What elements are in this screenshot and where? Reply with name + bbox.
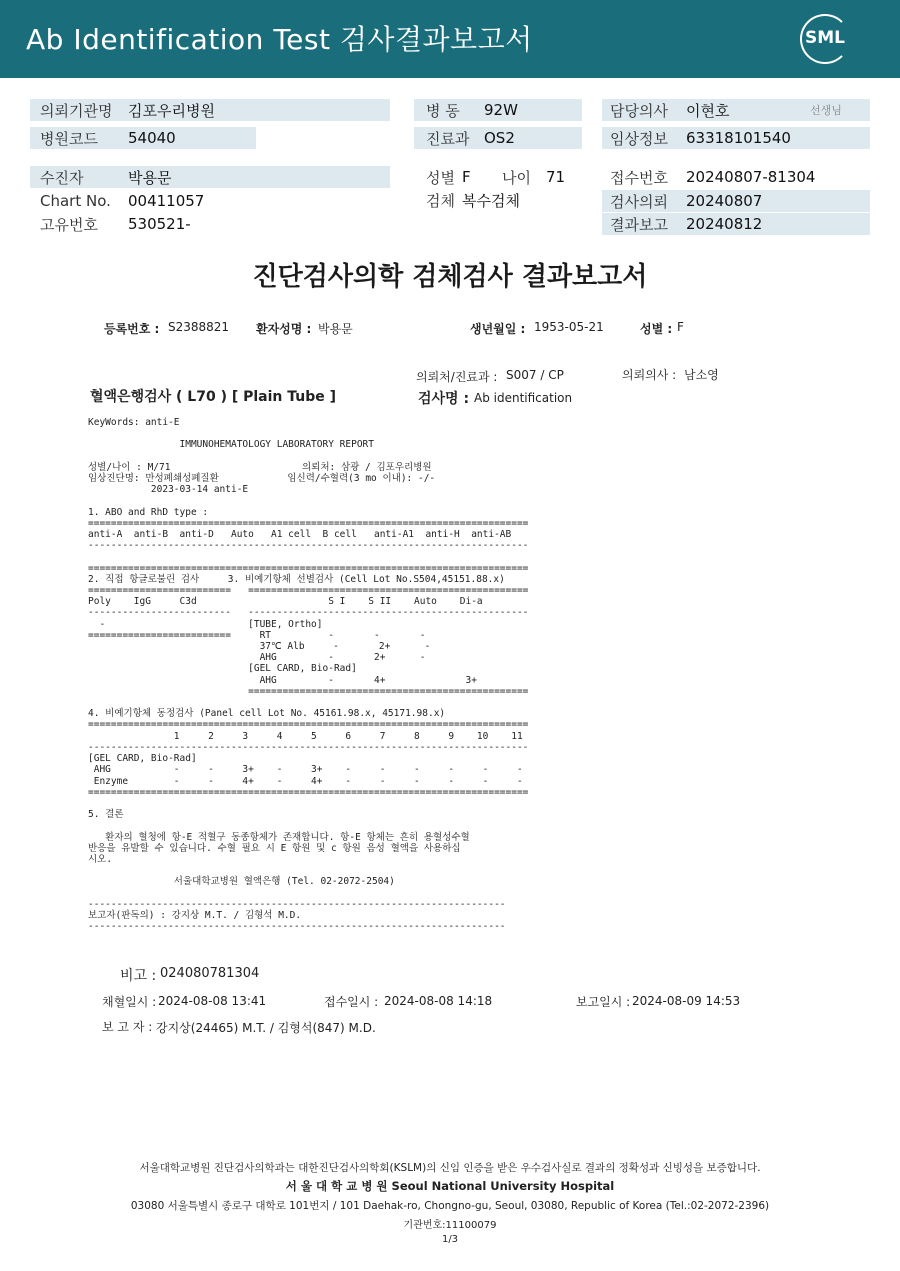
institution-row <box>30 99 390 121</box>
request-value: 20240807 <box>686 192 763 210</box>
doctor-suffix: 선생님 <box>810 104 842 117</box>
sex-age-row <box>414 166 582 188</box>
dept-label: 진료과 <box>426 129 470 148</box>
report-value: 20240812 <box>686 215 763 233</box>
clinical-value: 63318101540 <box>686 129 791 147</box>
test-group: 혈액은행검사 ( L70 ) [ Plain Tube ] <box>90 389 337 405</box>
dept-row <box>414 127 582 149</box>
uid-value: 530521- <box>128 215 191 233</box>
dob-label: 생년월일 : <box>470 322 526 336</box>
receipt-row <box>602 166 870 188</box>
report-sex-label: 성별 : <box>640 322 673 336</box>
age-label: 나이 <box>502 168 531 187</box>
page-title: Ab Identification Test 검사결과보고서 <box>26 23 533 56</box>
remark-label: 비고 : <box>120 968 157 984</box>
remark-value: 024080781304 <box>160 966 260 981</box>
name-value: 박용문 <box>318 322 353 336</box>
chart-label: Chart No. <box>40 192 111 210</box>
clinical-row <box>602 127 870 149</box>
hospital-code-value: 54040 <box>128 129 176 147</box>
chart-value: 00411057 <box>128 192 205 210</box>
collect-label: 채혈일시 : <box>102 995 157 1009</box>
reporter-value: 강지상(24465) M.T. / 김형석(847) M.D. <box>156 1021 376 1035</box>
uid-label: 고유번호 <box>40 215 98 234</box>
age-value: 71 <box>546 168 566 186</box>
collect-value: 2024-08-08 13:41 <box>158 994 267 1008</box>
clinical-label: 임상정보 <box>610 129 668 148</box>
patient-row <box>30 166 390 188</box>
receipt-label: 접수번호 <box>610 168 668 187</box>
request-row <box>602 190 870 212</box>
ward-value: 92W <box>484 101 518 119</box>
dept-value: OS2 <box>484 129 515 147</box>
test-name-label: 검사명 : <box>418 391 470 407</box>
receipt-value: 20240807-81304 <box>686 168 816 186</box>
report-title: 진단검사의학 검체검사 결과보고서 <box>252 262 648 292</box>
test-name-value: Ab identification <box>474 391 573 405</box>
hospital-code-row <box>30 127 256 149</box>
req-doctor-label: 의뢰의사 : <box>622 368 677 382</box>
receive-label: 접수일시 : <box>324 995 379 1009</box>
reg-value: S2388821 <box>168 320 230 334</box>
req-doctor-value: 남소영 <box>684 368 719 382</box>
footer-hospital: 서 울 대 학 교 병 원 Seoul National University Hospital <box>285 1179 615 1193</box>
uid-row <box>30 213 390 235</box>
institution-label: 의뢰기관명 <box>40 101 113 120</box>
req-dept-value: S007 / CP <box>506 368 564 382</box>
specimen-row <box>414 189 582 211</box>
doctor-label: 담당의사 <box>610 101 668 120</box>
sex-label: 성별 <box>426 168 455 187</box>
ward-row <box>414 99 582 121</box>
doctor-row <box>602 99 870 121</box>
report-time-value: 2024-08-09 14:53 <box>632 994 741 1008</box>
footer-address: 03080 서울특별시 종로구 대학로 101번지 / 101 Daehak-ro, Chongno-gu, Seoul, 03080, Republic of Korea (Tel.:02-2072-2396) <box>130 1200 770 1212</box>
page-number: 1/3 <box>441 1234 459 1245</box>
lab-report-body: KeyWords: anti-E IMMUNOHEMATOLOGY LABORATORY REPORT 성별/나이 : M/71 의뢰처: 삼광 / 김포우리병원 임상진단명: 만성폐쇄성폐질환 임신력/수혈력(3 mo 이내): -/- 2023-03-14 anti-E 1. ABO and RhD type : ============================================================================= anti-A anti-B anti-D Auto A1 cell B cell anti-A1 anti-H anti-AB ----------------------------------------------------------------------------- ============================================================================= 2. 직접 항글로불린 검사 3. 비예기항체 선별검사 (Cell Lot No.S504,45151.88.x) ========================= ================================================= Poly IgG C3d S I S II Auto Di-a ------------------------- ------------------------------------------------- - [TUBE, Ortho] ========================= RT - - - 37℃ Alb - 2+ - AHG - 2+ - [GEL CARD, Bio-Rad] AHG - 4+ 3+ ================================================= 4. 비예기항체 동정검사 (Panel cell Lot No. 45161.98.x, 45171.98.x) ============================================================================= 1 2 3 4 5 6 7 8 9 10 11 ----------------------------------------------------------------------------- [GEL CARD, Bio-Rad] AHG - - 3+ - 3+ - - - - - - Enzyme - - 4+ - 4+ - - - - - - ============================================================================= 5. 결론 환자의 혈청에 항-E 적혈구 동종항체가 존재합니다. 항-E 항체는 흔히 용혈성수혈 반응을 유발할 수 있습니다. 수혈 필요 시 E 항원 및 c 항원 음성 혈액을 사용하십 시오. 서울대학교병원 혈액은행 (Tel. 02-2072-2504) ------------------------------------------------------------------------- 보고자(판독의) : 강지상 M.T. / 김형석 M.D. ------------------------------------------------------------------------- <box>88 417 529 933</box>
reporter-label: 보 고 자 : <box>102 1020 153 1034</box>
patient-value: 박용문 <box>128 168 172 187</box>
request-label: 검사의뢰 <box>610 192 668 211</box>
logo-text: SML <box>805 28 845 48</box>
dob-value: 1953-05-21 <box>534 320 604 334</box>
specimen-value: 복수검체 <box>462 191 520 210</box>
name-label: 환자성명 : <box>256 322 312 336</box>
receive-value: 2024-08-08 14:18 <box>384 994 493 1008</box>
report-time-label: 보고일시 : <box>576 995 631 1009</box>
report-row <box>602 213 870 235</box>
specimen-label: 검체 <box>426 191 455 210</box>
sex-value: F <box>462 168 471 186</box>
reg-label: 등록번호 : <box>104 322 160 336</box>
report-sex-value: F <box>677 320 684 334</box>
req-dept-label: 의뢰처/진료과 : <box>416 370 498 384</box>
ward-label: 병 동 <box>426 101 460 120</box>
institution-value: 김포우리병원 <box>128 101 215 120</box>
report-label: 결과보고 <box>610 215 668 234</box>
doctor-value: 이현호 <box>686 101 730 120</box>
chart-row <box>30 190 390 212</box>
hospital-code-label: 병원코드 <box>40 129 98 148</box>
footer-inst-no: 기관번호:11100079 <box>403 1220 497 1231</box>
patient-label: 수진자 <box>40 168 84 187</box>
footer-cert: 서울대학교병원 진단검사의학과는 대한진단검사의학회(KSLM)의 신임 인증을 받은 우수검사실로 결과의 정확성과 신빙성을 보증합니다. <box>139 1162 761 1174</box>
